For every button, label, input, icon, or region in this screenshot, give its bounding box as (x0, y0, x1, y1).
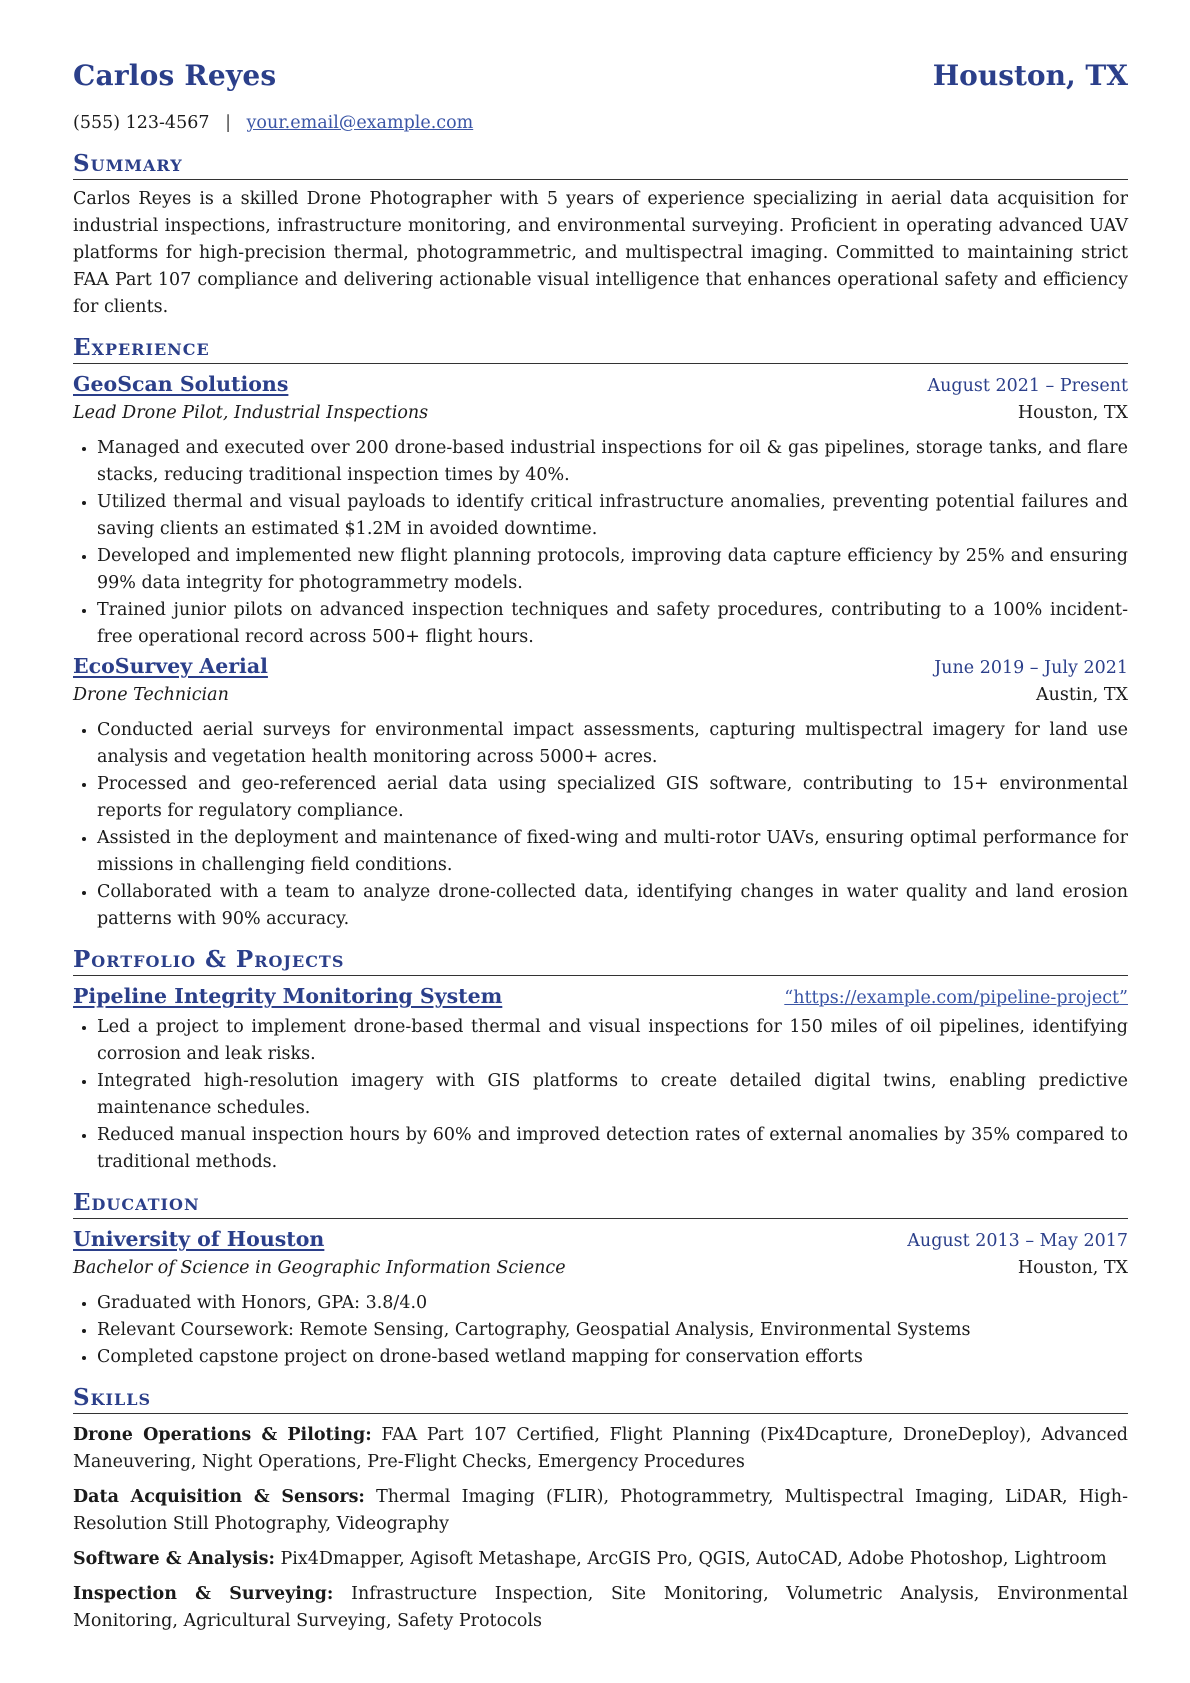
list-item: • Integrated high-resolution imagery with GIS platforms to create detailed digital twins, enabling predictive maintenance schedules. (97, 1068, 1128, 1122)
summary-text: Carlos Reyes is a skilled Drone Photographer with 5 years of experience specializing in aerial data acquisition for industrial inspections, infrastructure monitoring, and environmental surveying. Proficient in operating advanced UAV platforms for high-precision thermal, photogrammetric, and multispectral imaging. Committed to maintaining strict FAA Part 107 compliance and delivering actionable visual intelligence that enhances operational safety and efficiency for clients. (73, 189, 1128, 317)
job-bullets (73, 435, 1128, 651)
list-item: • Relevant Coursework: Remote Sensing, Cartography, Geospatial Analysis, Environmental Systems (97, 1317, 1128, 1344)
list-item: • Assisted in the deployment and maintenance of fixed-wing and multi-rotor UAVs, ensuring optimal performance for missions in challenging field conditions. (97, 825, 1128, 879)
job-dates: June 2019 – July 2021 (934, 658, 1128, 678)
education-location: Houston, TX (1017, 1258, 1128, 1278)
project-entry (73, 983, 1128, 1176)
skill-label: Drone Operations & Piloting: (73, 1425, 372, 1445)
list-item: • Developed and implemented new flight planning protocols, improving data capture efficiency by 25% and ensuring 99% data integrity for photogrammetry models. (97, 543, 1128, 597)
education-entry (73, 1226, 1128, 1371)
list-item: • Managed and executed over 200 drone-based industrial inspections for oil & gas pipelines, storage tanks, and flare stacks, reducing traditional inspection times by 40%. (97, 435, 1128, 489)
skill-label: Data Acquisition & Sensors: (73, 1487, 365, 1507)
school-link[interactable]: University of Houston (73, 1227, 325, 1251)
candidate-name: Carlos Reyes (73, 59, 277, 92)
header-location: Houston, TX (932, 59, 1128, 92)
summary-heading: Summary (73, 149, 1128, 180)
job-bullets (73, 717, 1128, 933)
job-location: Houston, TX (1017, 403, 1128, 423)
project-bullets (73, 1014, 1128, 1176)
company-link[interactable]: EcoSurvey Aerial (73, 654, 268, 678)
job-title: Drone Technician (73, 685, 229, 705)
list-item: • Processed and geo-referenced aerial data using specialized GIS software, contributing to 15+ environmental reports for regulatory compliance. (97, 771, 1128, 825)
skill-text: Thermal Imaging (FLIR), Photogrammetry, Multispectral Imaging, LiDAR, High-Resolution Still Photography, Videography (73, 1487, 1128, 1534)
phone: (555) 123-4567 (73, 113, 210, 133)
list-item: • Trained junior pilots on advanced inspection techniques and safety procedures, contributing to a 100% incident-free operational record across 500+ flight hours. (97, 597, 1128, 651)
contact-separator: | (225, 113, 231, 133)
job-entry (73, 653, 1128, 933)
list-item: • Conducted aerial surveys for environmental impact assessments, capturing multispectral imagery for land use analysis and vegetation health monitoring across 5000+ acres. (97, 717, 1128, 771)
contact-line (73, 110, 1128, 137)
job-title: Lead Drone Pilot, Industrial Inspections (73, 403, 429, 423)
skill-group (73, 1484, 1128, 1538)
list-item: • Led a project to implement drone-based thermal and visual inspections for 150 miles of oil pipelines, identifying corrosion and leak risks. (97, 1014, 1128, 1068)
skill-text: Pix4Dmapper, Agisoft Metashape, ArcGIS Pro, QGIS, AutoCAD, Adobe Photoshop, Lightroom (280, 1549, 1107, 1569)
list-item: • Utilized thermal and visual payloads to identify critical infrastructure anomalies, preventing potential failures and saving clients an estimated $1.2M in avoided downtime. (97, 489, 1128, 543)
job-dates: August 2021 – Present (927, 376, 1128, 396)
skill-group (73, 1546, 1128, 1573)
list-item: • Graduated with Honors, GPA: 3.8/4.0 (97, 1290, 1128, 1317)
list-item: • Reduced manual inspection hours by 60% and improved detection rates of external anomalies by 35% compared to traditional methods. (97, 1122, 1128, 1176)
list-item: • Collaborated with a team to analyze drone-collected data, identifying changes in water quality and land erosion patterns with 90% accuracy. (97, 879, 1128, 933)
skill-group (73, 1422, 1128, 1476)
projects-heading: Portfolio & Projects (73, 945, 1128, 976)
project-url-link[interactable]: “https://example.com/pipeline-project” (784, 988, 1128, 1008)
education-bullets (73, 1290, 1128, 1371)
job-entry (73, 371, 1128, 651)
degree: Bachelor of Science in Geographic Information Science (73, 1258, 566, 1278)
project-title-link[interactable]: Pipeline Integrity Monitoring System (73, 984, 503, 1008)
education-dates: August 2013 – May 2017 (907, 1231, 1128, 1251)
company-link[interactable]: GeoScan Solutions (73, 372, 289, 396)
experience-heading: Experience (73, 333, 1128, 364)
skill-group (73, 1581, 1128, 1635)
skill-text: Infrastructure Inspection, Site Monitoring, Volumetric Analysis, Environmental Monitoring, Agricultural Surveying, Safety Protocols (73, 1584, 1128, 1631)
job-location: Austin, TX (1035, 685, 1128, 705)
skill-label: Software & Analysis: (73, 1549, 275, 1569)
education-heading: Education (73, 1188, 1128, 1219)
skill-text: FAA Part 107 Certified, Flight Planning (Pix4Dcapture, DroneDeploy), Advanced Maneuvering, Night Operations, Pre-Flight Checks, Emergency Procedures (73, 1425, 1129, 1472)
header (73, 59, 1128, 106)
email-link[interactable]: your.email@example.com (246, 113, 474, 133)
list-item: • Completed capstone project on drone-based wetland mapping for conservation efforts (97, 1344, 1128, 1371)
skill-label: Inspection & Surveying: (73, 1584, 334, 1604)
skills-heading: Skills (73, 1383, 1128, 1414)
